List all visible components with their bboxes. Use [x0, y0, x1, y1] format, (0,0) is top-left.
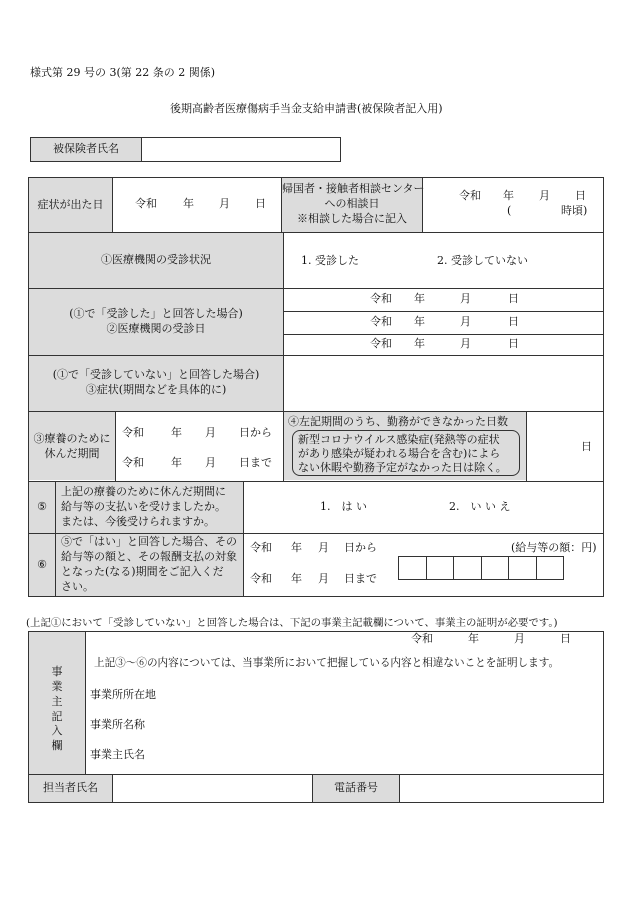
- salary-amount-digit-box[interactable]: [481, 556, 510, 580]
- phone-field[interactable]: [400, 775, 603, 802]
- insured-name-field[interactable]: [142, 138, 340, 161]
- salary-amount-digit-box[interactable]: [508, 556, 537, 580]
- cert-date-era: 令和: [411, 632, 433, 645]
- contact-person-field[interactable]: [113, 775, 312, 802]
- salary-amount-digit-box[interactable]: [453, 556, 482, 580]
- option-no[interactable]: 2. い い え: [449, 500, 511, 513]
- option-consulted[interactable]: 1. 受診した: [301, 254, 359, 267]
- section1-options: [284, 233, 603, 288]
- visit-date-2[interactable]: 令和 年 月 日: [370, 315, 519, 328]
- section5-options: [244, 482, 603, 533]
- symptom-date-field[interactable]: 令和 年 月 日: [135, 197, 266, 210]
- form-title: 後期高齢者医療傷病手当金支給申請書(被保険者記入用): [170, 102, 443, 115]
- visit-date-1[interactable]: 令和 年 月 日: [370, 292, 519, 305]
- salary-amount-digit-box[interactable]: [426, 556, 455, 580]
- section5-number: ⑤: [29, 482, 55, 533]
- business-address-label: 事業所所在地: [90, 688, 156, 701]
- phone-label: 電話番号: [313, 775, 399, 802]
- section5-question: 上記の療養のために休んだ期間に 給与等の支払いを受けましたか。 または、今後受けられますか。: [56, 482, 243, 533]
- rest-period-field[interactable]: 令和 年 月 日から 令和 年 月 日まで: [122, 426, 272, 469]
- work-days-field[interactable]: 日: [581, 440, 592, 453]
- rest-period-label: ③療養のために 休んだ期間: [29, 412, 115, 480]
- business-name-label: 事業所名称: [90, 718, 145, 731]
- option-yes[interactable]: 1. は い: [320, 500, 367, 513]
- section6-number: ⑥: [29, 534, 55, 596]
- cert-statement: 上記③～⑥の内容については、当事業所において把握している内容と相違ないことを証明します。: [94, 657, 560, 669]
- section2-label: (①で「受診した」と回答した場合) ②医療機関の受診日: [29, 289, 283, 355]
- insured-name-label: 被保険者氏名: [31, 138, 141, 161]
- symptom-date-label: 症状が出た日: [29, 178, 112, 232]
- work-days-label: ④左記期間のうち、勤務ができなかった日数 新型コロナウイルス感染症(発熱等の症状 があり感染が疑われる場合を含む)によら ない休暇や勤務予定がなかった日は除く。: [284, 412, 526, 480]
- section1-label: ①医療機関の受診状況: [29, 233, 283, 288]
- symptom-detail-field[interactable]: [284, 356, 603, 411]
- form-number: 様式第 29 号の 3(第 22 条の 2 関係): [30, 66, 216, 79]
- option-not-consulted[interactable]: 2. 受診していない: [437, 254, 528, 267]
- employer-note: (上記①において「受診していない」と回答した場合は、下記の事業主記載欄について、事業主の証明が必要です。): [26, 617, 558, 629]
- contact-person-label: 担当者氏名: [29, 775, 112, 802]
- consult-date-label: 帰国者・接触者相談センター への相談日 ※相談した場合に記入: [282, 178, 422, 232]
- employer-cert-area: 令和 年 月 日 上記③～⑥の内容については、当事業所において把握している内容と相違ないことを証明します。 事業所所在地 事業所名称 事業主氏名: [90, 632, 571, 761]
- consult-date-field[interactable]: 令和 年 月 日 ( 時頃): [459, 189, 588, 217]
- salary-period-field[interactable]: 令和 年 月 日から 令和 年 月 日まで: [250, 541, 377, 585]
- business-owner-label: 事業主氏名: [90, 748, 145, 761]
- section3-label: (①で「受診していない」と回答した場合) ③症状(期間などを具体的に): [29, 356, 283, 411]
- employer-side-label: 事 業 主 記 入 欄: [29, 632, 85, 774]
- section6-question: ⑤で「はい」と回答した場合、その 給与等の額と、その報酬支払の対象 となった(なる)期間をご記入くだ さい。: [56, 534, 243, 596]
- salary-amount-digit-box[interactable]: [398, 556, 427, 580]
- salary-amount-label: (給与等の額：円): [511, 541, 597, 554]
- salary-amount-digit-box[interactable]: [536, 556, 565, 580]
- visit-date-3[interactable]: 令和 年 月 日: [370, 337, 519, 350]
